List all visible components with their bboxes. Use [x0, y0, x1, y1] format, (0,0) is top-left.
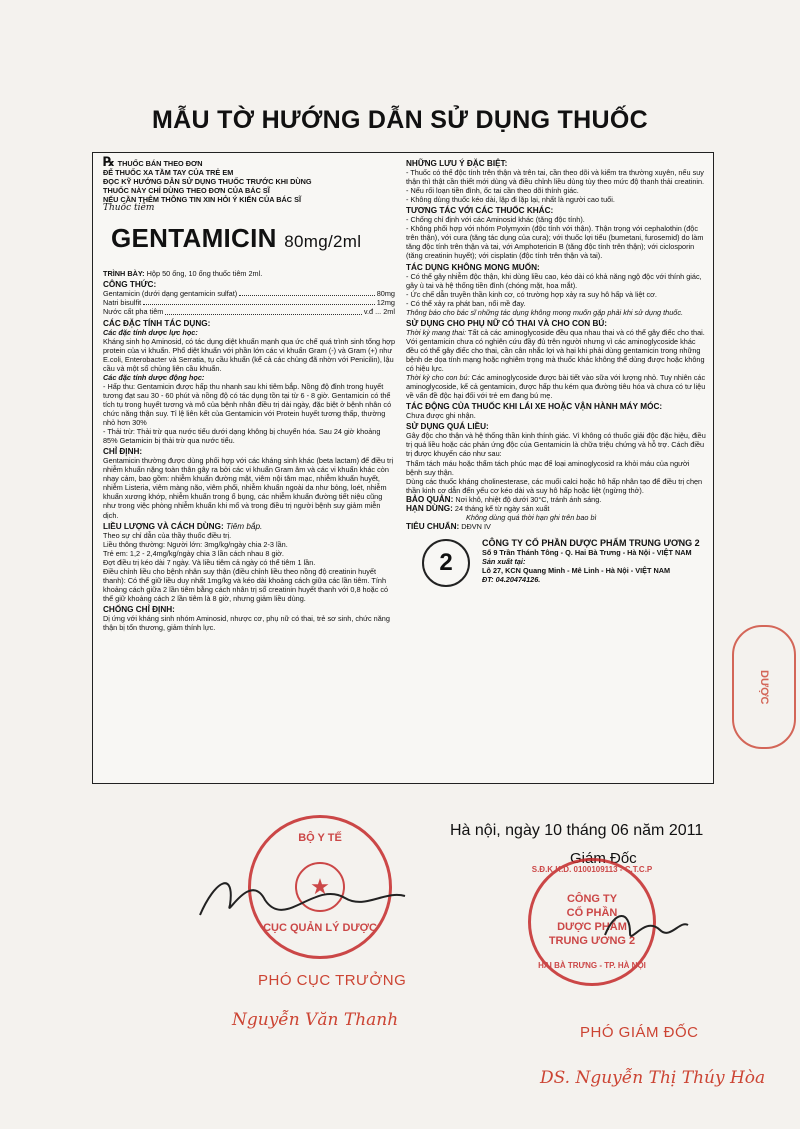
company-name: CÔNG TY CỔ PHẦN DƯỢC PHẨM TRUNG ƯƠNG 2 — [482, 537, 700, 548]
precaution-item: - Thuốc có thể độc tính trên thận và trên tai, cần theo dõi và kiểm tra thường xuyên, nếu suy thận thì thật cần thiết mới dùng và điều chỉnh liều dùng tùy theo mức độ thanh thải creatinin. — [406, 168, 705, 187]
warning-line: THUỐC NÀY CHỈ DÙNG THEO ĐƠN CỦA BÁC SĨ — [103, 186, 270, 196]
date-line: Hà nội, ngày 10 tháng 06 năm 2011 — [450, 822, 704, 839]
dosage-form: Thuốc tiêm — [103, 203, 155, 214]
overdose-item: Dùng các thuốc kháng cholinesterase, các muối calci hoặc hô hấp nhân tạo để điều trị chẹn thần kinh cơ dẫn đến yếu cơ kéo dài và suy hô hấp hoặc liệt (ngừng thở). — [406, 476, 703, 495]
left-signer-title: PHÓ CỤC TRƯỞNG — [258, 972, 407, 989]
adverse-note: Thông báo cho bác sĩ những tác dụng không mong muốn gặp phải khi sử dụng thuốc. — [406, 307, 683, 317]
lactation-sub: Thời kỳ cho con bú: — [406, 373, 470, 383]
stamp-line: DƯỢC PHẨM — [557, 921, 627, 933]
drug-name: GENTAMICIN — [111, 223, 277, 254]
prescription-label: THUỐC BÁN THEO ĐƠN — [117, 159, 203, 168]
contra-text: Dị ứng với kháng sinh nhóm Aminosid, nhược cơ, phụ nữ có thai, trẻ sơ sinh, chức năng thận bị tổn thương, giảm thính lực. — [103, 614, 390, 633]
left-signature — [195, 860, 415, 930]
stamp-line: CÔNG TY — [566, 893, 618, 905]
director-title: Giám Đốc — [570, 850, 637, 867]
rx-icon: ℞ — [103, 154, 115, 169]
stamp-line: CỔ PHẦN — [566, 907, 618, 919]
stamp-top-text: BỘ Y TẾ — [298, 832, 342, 844]
formula-label: CÔNG THỨC: — [103, 280, 157, 290]
right-signer-title: PHÓ GIÁM ĐỐC — [580, 1024, 699, 1041]
dosage-line: Theo sự chỉ dẫn của thầy thuốc điều trị. — [103, 530, 232, 540]
dosage-label: LIỀU LƯỢNG VÀ CÁCH DÙNG: — [103, 521, 224, 531]
adverse-item: - Có thể gây nhiễm độc thận, khi dùng liều cao, kéo dài có khả năng ngộ độc với thính giác, gây ù tai và hệ thống tiền đình (chóng mặt, hoa mắt). — [406, 271, 702, 290]
dosage-line: Đợt điều trị kéo dài 7 ngày. Và liều tiêm cả ngày có thể tiêm 1 lần. — [103, 557, 316, 567]
precaution-item: - Nếu rối loạn tiền đình, ốc tai cần theo dõi thính giác. — [406, 186, 579, 196]
right-column — [406, 157, 706, 587]
dosage-line: Liều thông thường: Người lớn: 3mg/kg/ngày chia 2-3 lần. — [103, 539, 288, 549]
company-block — [406, 539, 706, 587]
pd-text: Kháng sinh họ Aminosid, có tác dụng diệt khuẩn mạnh qua ức chế quá trình sinh tổng hợp protein của vi khuẩn. Phổ diệt khuẩn với phần lớn các vi khuẩn Gram (-) và Gram (+) như E.coli, Enterobacter và Serratia, tụ cầu khuẩn (kể cả các chủng đã nhờn với Penicilin), lậu cầu và một số chủng liên cầu khuẩn. — [103, 336, 396, 373]
overdose-label: SỬ DỤNG QUÁ LIỀU: — [406, 422, 489, 432]
pd-label: Các đặc tính dược lực học: — [103, 327, 198, 337]
expiry-note: Không dùng quá thời hạn ghi trên bao bì — [466, 512, 597, 522]
left-column — [103, 154, 396, 633]
expiry-label: HẠN DÙNG: — [406, 503, 453, 513]
right-signature — [600, 905, 690, 950]
right-signer-name: DS. Nguyễn Thị Thúy Hòa — [540, 1068, 766, 1088]
drug-strength: 80mg/2ml — [284, 232, 362, 252]
lactation-text: Các aminoglycoside được bài tiết vào sữa với lượng nhỏ. Tuy nhiên các aminoglycoside, kể cả gentamicin, được hấp thu kém qua đường tiêu hóa và chưa có tư liệu về vấn đề độc hại đối với trẻ em đang bú mẹ. — [406, 373, 706, 401]
overdose-item: Thẩm tách máu hoặc thẩm tách phúc mạc để loại aminoglycosid ra khỏi máu của người bệnh suy thận. — [406, 458, 690, 477]
standard-text: DĐVN IV — [461, 521, 491, 531]
pregnancy-label: SỬ DỤNG CHO PHỤ NỮ CÓ THAI VÀ CHO CON BÚ: — [406, 318, 607, 328]
dosage-route: Tiêm bắp. — [225, 521, 263, 531]
warning-line: NẾU CẦN THÊM THÔNG TIN XIN HỎI Ý KIẾN CỦA BÁC SĨ — [103, 195, 301, 205]
adverse-item: - Có thể xảy ra phát ban, nổi mề đay. — [406, 298, 526, 308]
drug-title — [111, 223, 395, 257]
star-emblem-icon: ★ — [295, 862, 345, 912]
stamp-ring-text: S.Đ.K.K.D. 0100109113 - C.T.C.P — [531, 865, 653, 874]
precautions-label: NHỮNG LƯU Ý ĐẶC BIỆT: — [406, 159, 508, 168]
stamp-ring-text: HAI BÀ TRƯNG - TP. HÀ NỘI — [538, 961, 646, 970]
indication-text: Gentamicin thường được dùng phối hợp với các kháng sinh khác (beta lactam) để điều trị nhiễm khuẩn nặng toàn thân gây ra bởi các vi khuẩn Gram âm và các vi khuẩn khác còn nhạy cảm, bao gồm: nhiễm khuẩn đường mật, viêm nội tâm mạc, nhiễm khuẩn huyết, nhiễm Listeria, viêm màng não, viêm phổi, nhiễm khuẩn ngoài da như bỏng, loét, nhiễm khuẩn xương khớp, nhiễm khuẩn trong ổ bụng, các nhiễm khuẩn đường tiết niệu cũng như trong việc phòng nhiễm khuẩn khi mổ và trong điều trị người bệnh suy giảm miễn dịch. — [103, 456, 394, 520]
side-stamp: DƯỢC — [732, 625, 796, 749]
driving-text: Chưa được ghi nhận. — [406, 411, 476, 421]
formula-row: Nước cất pha tiêm v.đ ... 2ml — [103, 307, 395, 317]
pk-excrete: - Thải trừ: Thải trừ qua nước tiểu dưới dạng không bị chuyển hóa. Sau 24 giờ khoảng 85% Getamicin bị thải trừ qua nước tiểu. — [103, 427, 381, 446]
interaction-item: - Chống chỉ định với các Aminosid khác (tăng độc tính). — [406, 215, 585, 225]
standard-label: TIÊU CHUẨN: — [406, 521, 460, 531]
pharm-label: CÁC ĐẶC TÍNH TÁC DỤNG: — [103, 318, 211, 328]
adverse-label: TÁC DỤNG KHÔNG MONG MUỐN: — [406, 262, 540, 272]
stamp-bottom-text: CỤC QUẢN LÝ DƯỢC — [263, 922, 377, 934]
dosage-line: Trẻ em: 1,2 - 2,4mg/kg/ngày chia 3 lần cách nhau 8 giờ. — [103, 548, 284, 558]
contra-label: CHỐNG CHỈ ĐỊNH: — [103, 604, 175, 614]
presentation-text: Hộp 50 ống, 10 ống thuốc tiêm 2ml. — [146, 269, 263, 279]
left-signer-name: Nguyễn Văn Thanh — [232, 1010, 399, 1030]
company-phone: ĐT: 04.20474126. — [482, 575, 541, 585]
adverse-item: - Ức chế dẫn truyền thần kinh cơ, có trường hợp xảy ra suy hô hấp và liệt cơ. — [406, 289, 657, 299]
leaflet-box — [92, 152, 714, 784]
company-address: Số 9 Trần Thánh Tông - Q. Hai Bà Trưng - Hà Nội - VIỆT NAM — [482, 547, 692, 557]
storage-label: BẢO QUẢN: — [406, 494, 454, 504]
expiry-text: 24 tháng kể từ ngày sản xuất — [454, 503, 550, 513]
formula-row: Natri bisulfit 12mg — [103, 298, 395, 308]
stamp-line: TRUNG ƯƠNG 2 — [548, 935, 636, 947]
formula-row: Gentamicin (dưới dạng gentamicin sulfat) 80mg — [103, 289, 395, 299]
presentation-label: TRÌNH BÀY: — [103, 269, 145, 279]
page-title: MẪU TỜ HƯỚNG DẪN SỬ DỤNG THUỐC — [152, 106, 648, 134]
storage-text: Nơi khô, nhiệt độ dưới 30°C, tránh ánh sáng. — [455, 494, 602, 504]
overdose-item: Gây độc cho thận và hệ thống thần kinh thính giác. Vì không có thuốc giải độc đặc hiệu, điều trị quá liều hoặc các phản ứng độc của Gentamicin là chữa triệu chứng và hỗ trợ. Cách điều trị được khuyến cáo như sau: — [406, 431, 706, 459]
interactions-label: TƯƠNG TÁC VỚI CÁC THUỐC KHÁC: — [406, 206, 554, 216]
interaction-item: - Không phối hợp với nhóm Polymyxin (độc tính với thận). Thận trọng với cephalothin (độc trên thận), với cura (tăng tác dụng của cura); với thuốc lợi tiểu (bumetani, furosemid) do làm tăng độc tính trên thận và tai, với Amphotericin B (tăng độc tính trên thận); với ciclosporin (tăng creatinin huyết); với cisplatin (độc tính trên thận và tai). — [406, 224, 704, 261]
driving-label: TÁC ĐỘNG CỦA THUỐC KHI LÁI XE HOẶC VẬN HÀNH MÁY MÓC: — [406, 402, 663, 412]
mfg-label: Sản xuất tại: — [482, 556, 526, 566]
company-logo-icon: 2 — [422, 539, 470, 587]
warning-line: ĐỌC KỸ HƯỚNG DẪN SỬ DỤNG THUỐC TRƯỚC KHI DÙNG — [103, 177, 312, 187]
dosage-line: Điều chỉnh liều cho bệnh nhân suy thận (điều chỉnh liều theo nồng độ creatinin huyết thanh): Có thể giữ liều duy nhất 1mg/kg và kéo dài khoảng cách giữa các lần tiêm. Tính khoảng cách giữa 2 lần tiêm bằng cách nhân trị số creatinin huyết thanh với 0,8 hoặc có thể giữ khoảng cách 2 lần tiêm là 8 giờ, nhưng giảm liều dùng. — [103, 566, 389, 603]
mfg-address: Lô 27, KCN Quang Minh - Mê Linh - Hà Nội - VIỆT NAM — [482, 566, 671, 576]
pk-label: Các đặc tính dược động học: — [103, 372, 205, 382]
pk-absorb: - Hấp thu: Gentamicin được hấp thu nhanh sau khi tiêm bắp. Nồng độ đỉnh trong huyết tương đạt sau 30 - 60 phút và nồng độ có tác dụng tồn tại từ 6 - 8 giờ. Gentamicin có thể tích tụ trong huyết tương và mô của bệnh nhân điều trị dài ngày, đặc biệt ở bệnh nhân có chức năng thận suy. Tỉ lệ liên kết của Gentamicin với Protein huyết tương thấp, thường nhỏ hơn 30% — [103, 381, 392, 428]
pregnancy-sub: Thời kỳ mang thai: — [406, 327, 466, 337]
pregnancy-text: Tất cả các aminoglycoside đều qua nhau thai và có thể gây điếc cho thai. Với gentamicin chưa có nghiên cứu đầy đủ trên người nhưng vì các aminoglycoside khác đều có thể gây điếc cho thai, cần cân nhắc lợi và hại khi phải dùng gentamicin trong những bệnh de dọa tính mạng hoặc nghiêm trọng mà thuốc khác không thể dùng được hoặc không có hiệu lực. — [406, 327, 705, 374]
indication-label: CHỈ ĐỊNH: — [103, 447, 143, 457]
precaution-item: - Không dùng thuốc kéo dài, lặp đi lặp lại, nhất là người cao tuổi. — [406, 195, 615, 205]
warning-line: ĐỂ THUỐC XA TẦM TAY CỦA TRẺ EM — [103, 168, 234, 178]
